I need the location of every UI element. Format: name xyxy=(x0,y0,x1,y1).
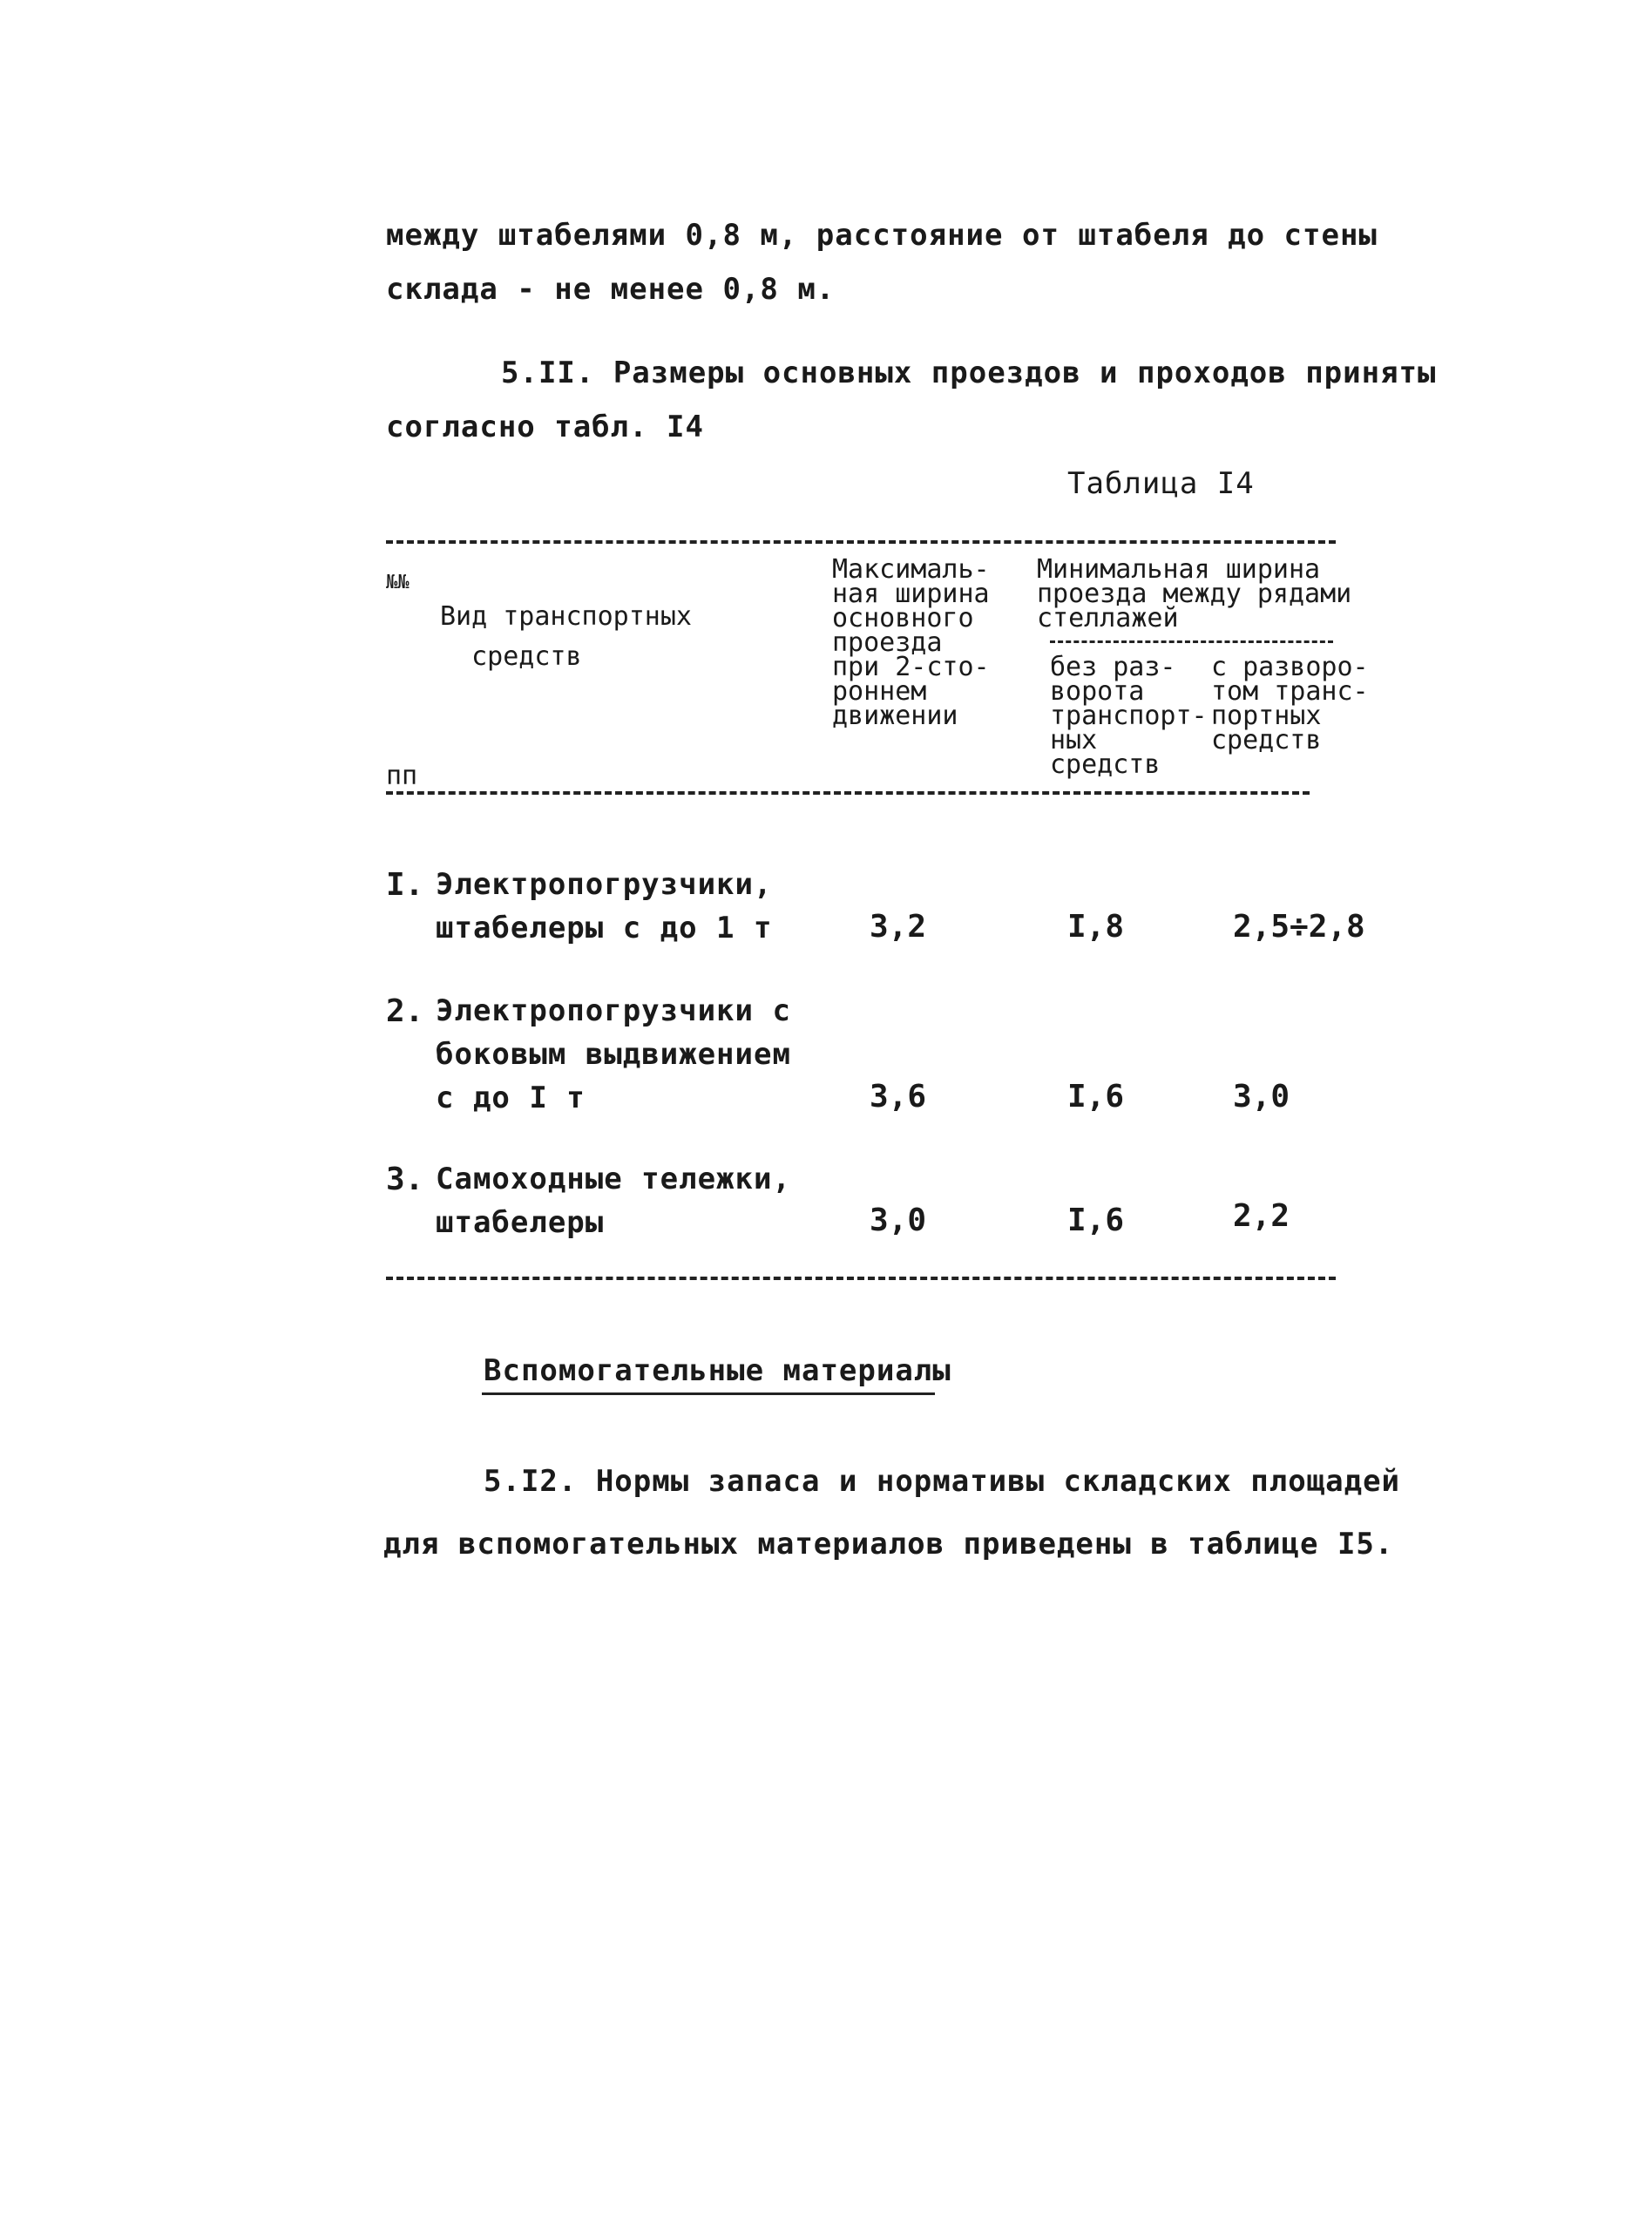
row-transport-name: Электропогрузчики с xyxy=(436,993,791,1028)
row-number: I. xyxy=(386,867,424,903)
row-with-turn: 3,0 xyxy=(1233,1079,1290,1115)
header-transport-type: Вид транспортных средств xyxy=(440,601,692,672)
section-title-underline xyxy=(482,1392,935,1395)
para-5-12-line-2: для вспомогательных материалов приведены в таблице I5. xyxy=(383,1527,1394,1562)
row-max-width: 3,0 xyxy=(870,1203,927,1238)
intro-line-1: между штабелями 0,8 м, расстояние от штабеля до стены xyxy=(386,218,1378,253)
header-bottom-rule xyxy=(386,791,1310,795)
intro-line-2: склада - не менее 0,8 м. xyxy=(386,272,836,307)
row-with-turn: 2,2 xyxy=(1233,1198,1290,1234)
header-no-turn: без раз- ворота транспорт- ных средств xyxy=(1050,652,1208,780)
row-with-turn: 2,5÷2,8 xyxy=(1233,909,1365,945)
header-with-turn: с разворо- том транс- портных средств xyxy=(1211,652,1369,755)
header-min-width: Минимальная ширина проезда между рядами стеллажей xyxy=(1037,554,1352,634)
table-caption: Таблица I4 xyxy=(1067,466,1255,501)
row-transport-name: Самоходные тележки, xyxy=(436,1162,791,1196)
row-transport-name: с до I т xyxy=(436,1081,586,1115)
row-transport-name: штабелеры с до 1 т xyxy=(436,911,773,945)
row-transport-name: Электропогрузчики, xyxy=(436,867,773,902)
row-no-turn: I,6 xyxy=(1067,1203,1125,1238)
header-number-bottom: пп xyxy=(386,761,418,791)
header-number-top: №№ xyxy=(386,572,410,593)
para-5-12-line-1: 5.I2. Нормы запаса и нормативы складских площадей xyxy=(484,1464,1401,1499)
row-transport-name: боковым выдвижением xyxy=(436,1037,791,1072)
row-max-width: 3,6 xyxy=(870,1079,927,1115)
table-bottom-rule xyxy=(386,1277,1336,1280)
row-number: 2. xyxy=(386,993,424,1029)
section-title: Вспомогательные материалы xyxy=(484,1353,951,1388)
para-5-11-line-2: согласно табл. I4 xyxy=(386,410,704,444)
header-subdivider xyxy=(1050,640,1333,643)
row-number: 3. xyxy=(386,1162,424,1197)
row-no-turn: I,6 xyxy=(1067,1079,1125,1115)
header-max-width: Максималь- ная ширина основного проезда при 2-сто- роннем движении xyxy=(832,554,990,731)
para-5-11-line-1: 5.II. Размеры основных проездов и проходов приняты xyxy=(501,356,1437,390)
row-no-turn: I,8 xyxy=(1067,909,1125,945)
row-transport-name: штабелеры xyxy=(436,1205,605,1240)
row-max-width: 3,2 xyxy=(870,909,927,945)
table-top-rule xyxy=(386,540,1336,544)
